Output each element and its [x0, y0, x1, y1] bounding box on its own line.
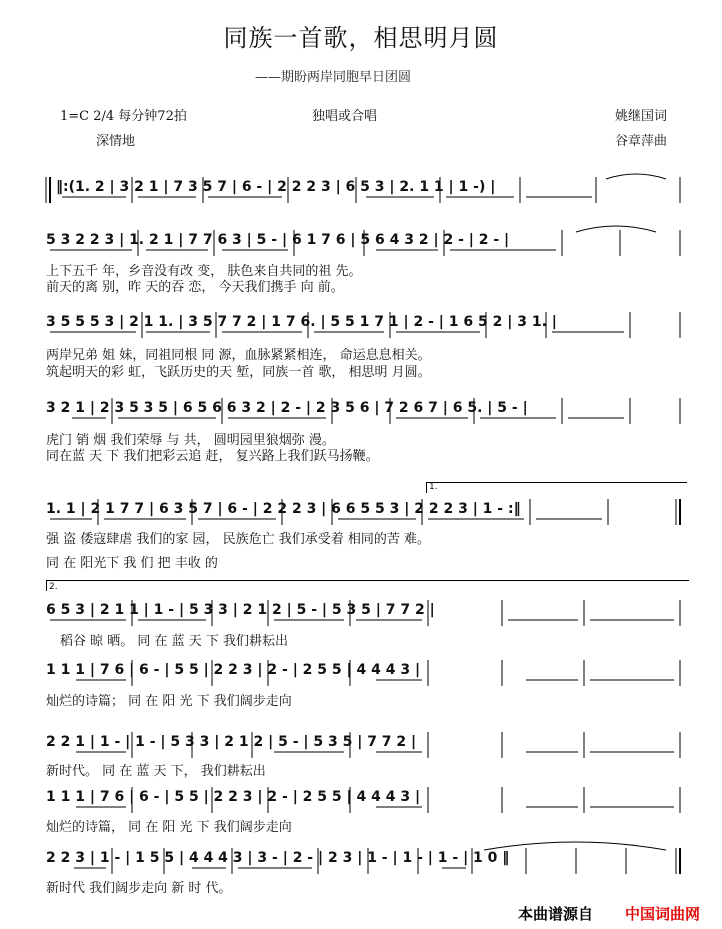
key-tempo: 1=C 2/4 每分钟72拍 [60, 109, 187, 124]
lyrics-row-3-verse-1: 两岸兄弟 姐 妹，同祖同根 同 源，血脉紧紧相连， 命运息息相关。 [46, 348, 431, 363]
expression-mark: 深情地 [96, 134, 136, 149]
notes-row-6: 6 5 3 | 2 1 1 | 1 - | 5 3 3 | 2 1 2 | 5 - | 5 3 5 | 7 7 2 | [46, 602, 435, 618]
volta-first-number: 1. [429, 482, 438, 492]
score-row-5 [46, 497, 682, 527]
song-subtitle: ——期盼两岸同胞早日团圆 [255, 70, 412, 85]
score-row-1 [46, 175, 682, 205]
notes-row-9: 1 1 1 | 7 6 | 6 - | 5 5 | 2 2 3 | 2 - | 2 5 5 | 4 4 4 3 | [46, 789, 421, 805]
lyrics-row-2-verse-2: 前天的离 别，昨 天的吞 恋， 今天我们携手 向 前。 [46, 280, 344, 295]
volta-second-number: 2. [49, 582, 58, 592]
lyrics-row-10: 新时代 我们阔步走向 新 时 代。 [46, 881, 232, 896]
notes-row-7: 1 1 1 | 7 6 | 6 - | 5 5 | 2 2 3 | 2 - | 2 5 5 | 4 4 4 3 | [46, 662, 421, 678]
score-row-9 [46, 785, 682, 815]
lyrics-row-5-verse-1: 强 盗 倭寇肆虐 我们的家 园， 民族危亡 我们承受着 相同的苦 难。 [46, 532, 431, 547]
footer-site-link[interactable]: 中国词曲网 [625, 905, 701, 923]
composer-credit: 谷章萍曲 [615, 134, 668, 149]
lyrics-row-4-verse-2: 同在蓝 天 下 我们把彩云追 赶， 复兴路上我们跃马扬鞭。 [46, 449, 379, 464]
volta-second-ending [46, 580, 689, 591]
lyrics-row-7: 灿烂的诗篇； 同 在 阳 光 下 我们阔步走向 [46, 694, 292, 709]
notes-row-4: 3 2 1 | 2 3 5 3 5 | 6 5 6 6 3 2 | 2 - | 2 3 5 6 | 7 2 6 7 | 6 5. | 5 - | [46, 400, 528, 416]
footer-source-label: 本曲谱源自 [518, 905, 594, 923]
notes-row-8: 2 2 1 | 1 - | 1 - | 5 3 3 | 2 1 2 | 5 - | 5 3 5 | 7 7 2 | [46, 734, 417, 750]
notes-row-10: 2 2 3 | 1 - | 1 5 5 | 4 4 4 3 | 3 - | 2 - | 2 3 | 1 - | 1 - | 1 - | 1 0 ‖ [46, 850, 510, 866]
lyrics-row-4-verse-1: 虎门 销 烟 我们荣辱 与 共， 圆明园里狼烟弥 漫。 [46, 433, 335, 448]
score-row-4 [46, 396, 682, 426]
performance-mode: 独唱或合唱 [312, 109, 378, 124]
notes-row-1: ‖:(1. 2 | 3 2 1 | 7 3 5 7 | 6 - | 2 2 2 3 | 6 5 3 | 2. 1 1 | 1 -) | [56, 179, 496, 195]
lyricist-credit: 姚继国词 [615, 109, 668, 124]
notes-row-3: 3 5 5 5 3 | 2 1 1. | 3 5 7 7 2 | 1 7 6. | 5 5 1 7 1 | 2 - | 1 6 5 2 | 3 1. | [46, 314, 557, 330]
lyrics-row-5-verse-2: 同 在 阳光下 我 们 把 丰收 的 [46, 556, 218, 571]
score-row-2 [46, 228, 682, 258]
lyrics-row-2-verse-1: 上下五千 年，乡音没有改 变， 肤色来自共同的祖 先。 [46, 264, 362, 279]
score-row-6 [46, 598, 682, 628]
volta-first-ending [426, 482, 687, 493]
lyrics-row-3-verse-2: 筑起明天的彩 虹，飞跃历史的天 堑，同族一首 歌， 相思明 月圆。 [46, 365, 431, 380]
lyrics-row-9: 灿烂的诗篇， 同 在 阳 光 下 我们阔步走向 [46, 820, 292, 835]
score-row-3 [46, 310, 682, 340]
score-row-10 [46, 846, 682, 876]
notes-row-2: 5 3 2 2 3 | 1. 2 1 | 7 7 6 3 | 5 - | 6 1 7 6 | 5 6 4 3 2 | 2 - | 2 - | [46, 232, 510, 248]
lyrics-row-8: 新时代。 同 在 蓝 天 下， 我们耕耘出 [46, 764, 266, 779]
score-row-7 [46, 658, 682, 688]
song-title: 同族一首歌，相思明月圆 [223, 24, 499, 52]
lyrics-row-6: 稻谷 晾 晒。 同 在 蓝 天 下 我们耕耘出 [60, 634, 289, 649]
notes-row-5: 1. 1 | 2 1 7 7 | 6 3 5 7 | 6 - | 2 2 2 3 | 6 6 5 5 3 | 2 2 2 3 | 1 - :‖ [46, 501, 521, 517]
score-row-8 [46, 730, 682, 760]
